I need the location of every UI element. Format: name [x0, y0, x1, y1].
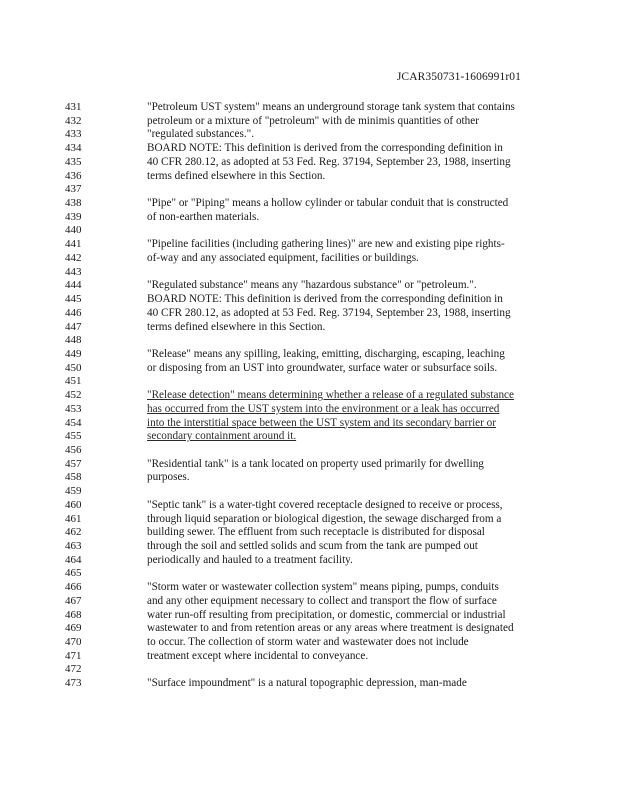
- line-number: 452: [65, 389, 82, 402]
- document-line: [0, 362, 619, 376]
- document-line: [0, 293, 619, 307]
- document-line: [0, 540, 619, 554]
- line-text: "Pipe" or "Piping" means a hollow cylinder or tabular conduit that is constructed: [147, 197, 509, 210]
- line-text: through liquid separation or biological digestion, the sewage discharged from a: [147, 512, 502, 525]
- line-number: 439: [65, 210, 82, 223]
- document-line: [0, 348, 619, 362]
- document-line: [0, 321, 619, 335]
- line-number: 464: [65, 553, 82, 566]
- document-line: [0, 554, 619, 568]
- document-line: [0, 334, 619, 348]
- line-number: 467: [65, 594, 82, 607]
- document-line: [0, 567, 619, 581]
- document-line: [0, 211, 619, 225]
- document-line: [0, 156, 619, 170]
- line-text: "Regulated substance" means any "hazardous substance" or "petroleum.".: [147, 279, 477, 292]
- document-line: [0, 513, 619, 527]
- line-number: 440: [65, 224, 82, 237]
- line-number: 437: [65, 183, 82, 196]
- line-numbered-text: [0, 101, 619, 691]
- inserted-line-text: "Release detection" means determining whether a release of a regulated substance: [147, 389, 514, 402]
- line-text: "Pipeline facilities (including gathering lines)" are new and existing pipe rights-: [147, 238, 505, 251]
- line-number: 431: [65, 101, 82, 113]
- line-number: 449: [65, 347, 82, 360]
- line-text: "Residential tank" is a tank located on property used primarily for dwelling: [147, 457, 484, 470]
- document-line: [0, 266, 619, 280]
- line-number: 456: [65, 443, 82, 456]
- document-line: [0, 115, 619, 129]
- inserted-line-text: secondary containment around it.: [147, 430, 297, 443]
- document-line: [0, 279, 619, 293]
- line-text: "Septic tank" is a water-tight covered receptacle designed to receive or process,: [147, 498, 503, 511]
- inserted-line-text: has occurred from the UST system into the environment or a leak has occurred: [147, 402, 500, 415]
- line-text: treatment except where incidental to conveyance.: [147, 649, 369, 662]
- line-number: 446: [65, 306, 82, 319]
- document-line: [0, 485, 619, 499]
- document-line: [0, 417, 619, 431]
- line-number: 447: [65, 320, 82, 333]
- line-text: of-way and any associated equipment, facilities or buildings.: [147, 251, 419, 264]
- document-id-header: JCAR350731-1606991r01: [396, 71, 521, 83]
- document-line: [0, 581, 619, 595]
- line-number: 450: [65, 361, 82, 374]
- line-number: 466: [65, 581, 82, 594]
- line-text: to occur. The collection of storm water and wastewater does not include: [147, 636, 469, 649]
- line-number: 462: [65, 526, 82, 539]
- document-line: [0, 471, 619, 485]
- document-line: [0, 444, 619, 458]
- line-number: 468: [65, 608, 82, 621]
- document-line: [0, 238, 619, 252]
- line-text: BOARD NOTE: This definition is derived from the corresponding definition in: [147, 142, 503, 155]
- document-line: [0, 252, 619, 266]
- document-line: [0, 101, 619, 115]
- line-text: 40 CFR 280.12, as adopted at 53 Fed. Reg. 37194, September 23, 1988, inserting: [147, 155, 511, 168]
- line-text: or disposing from an UST into groundwater, surface water or subsurface soils.: [147, 361, 498, 374]
- line-text: terms defined elsewhere in this Section.: [147, 169, 326, 182]
- line-text: "regulated substances.".: [147, 128, 254, 141]
- line-text: periodically and hauled to a treatment facility.: [147, 553, 353, 566]
- line-number: 433: [65, 128, 82, 141]
- line-number: 461: [65, 512, 82, 525]
- document-line: [0, 663, 619, 677]
- line-number: 443: [65, 265, 82, 278]
- line-number: 444: [65, 279, 82, 292]
- line-number: 455: [65, 430, 82, 443]
- line-text: purposes.: [147, 471, 190, 484]
- document-line: [0, 183, 619, 197]
- line-number: 453: [65, 402, 82, 415]
- line-number: 460: [65, 498, 82, 511]
- line-number: 473: [65, 677, 82, 690]
- line-text: building sewer. The effluent from such receptacle is distributed for disposal: [147, 526, 485, 539]
- document-line: [0, 526, 619, 540]
- document-line: [0, 197, 619, 211]
- line-number: 445: [65, 293, 82, 306]
- document-line: [0, 499, 619, 513]
- line-number: 454: [65, 416, 82, 429]
- line-text: terms defined elsewhere in this Section.: [147, 320, 326, 333]
- document-line: [0, 595, 619, 609]
- line-text: 40 CFR 280.12, as adopted at 53 Fed. Reg. 37194, September 23, 1988, inserting: [147, 306, 511, 319]
- line-number: 472: [65, 663, 82, 676]
- line-text: wastewater to and from retention areas or any areas where treatment is designated: [147, 622, 514, 635]
- line-number: 432: [65, 114, 82, 127]
- line-text: BOARD NOTE: This definition is derived from the corresponding definition in: [147, 293, 503, 306]
- document-line: [0, 389, 619, 403]
- line-number: 457: [65, 457, 82, 470]
- document-line: [0, 142, 619, 156]
- line-number: 465: [65, 567, 82, 580]
- document-line: [0, 677, 619, 691]
- line-number: 442: [65, 251, 82, 264]
- document-line: [0, 307, 619, 321]
- document-line: [0, 128, 619, 142]
- line-number: 441: [65, 238, 82, 251]
- document-line: [0, 636, 619, 650]
- document-line: [0, 650, 619, 664]
- line-text: "Storm water or wastewater collection system" means piping, pumps, conduits: [147, 581, 499, 594]
- line-number: 434: [65, 142, 82, 155]
- line-number: 470: [65, 636, 82, 649]
- line-number: 463: [65, 540, 82, 552]
- line-number: 436: [65, 169, 82, 182]
- document-line: [0, 609, 619, 623]
- line-number: 435: [65, 155, 82, 168]
- inserted-line-text: into the interstitial space between the UST system and its secondary barrier or: [147, 416, 496, 429]
- document-line: [0, 458, 619, 472]
- line-text: water run-off resulting from precipitation, or domestic, commercial or industrial: [147, 608, 506, 621]
- document-line: [0, 375, 619, 389]
- document-line: [0, 430, 619, 444]
- line-text: petroleum or a mixture of "petroleum" with de minimis quantities of other: [147, 114, 479, 127]
- line-text: and any other equipment necessary to collect and transport the flow of surface: [147, 594, 497, 607]
- line-text: through the soil and settled solids and scum from the tank are pumped out: [147, 540, 478, 552]
- document-line: [0, 403, 619, 417]
- line-text: "Surface impoundment" is a natural topographic depression, man-made: [147, 677, 467, 690]
- line-number: 448: [65, 334, 82, 347]
- line-text: "Release" means any spilling, leaking, emitting, discharging, escaping, leaching: [147, 347, 505, 360]
- line-number: 451: [65, 375, 82, 388]
- document-line: [0, 170, 619, 184]
- document-line: [0, 622, 619, 636]
- line-text: "Petroleum UST system" means an underground storage tank system that contains: [147, 101, 515, 113]
- line-number: 469: [65, 622, 82, 635]
- line-number: 458: [65, 471, 82, 484]
- line-text: of non-earthen materials.: [147, 210, 260, 223]
- line-number: 438: [65, 197, 82, 210]
- document-line: [0, 224, 619, 238]
- line-number: 471: [65, 649, 82, 662]
- line-number: 459: [65, 485, 82, 498]
